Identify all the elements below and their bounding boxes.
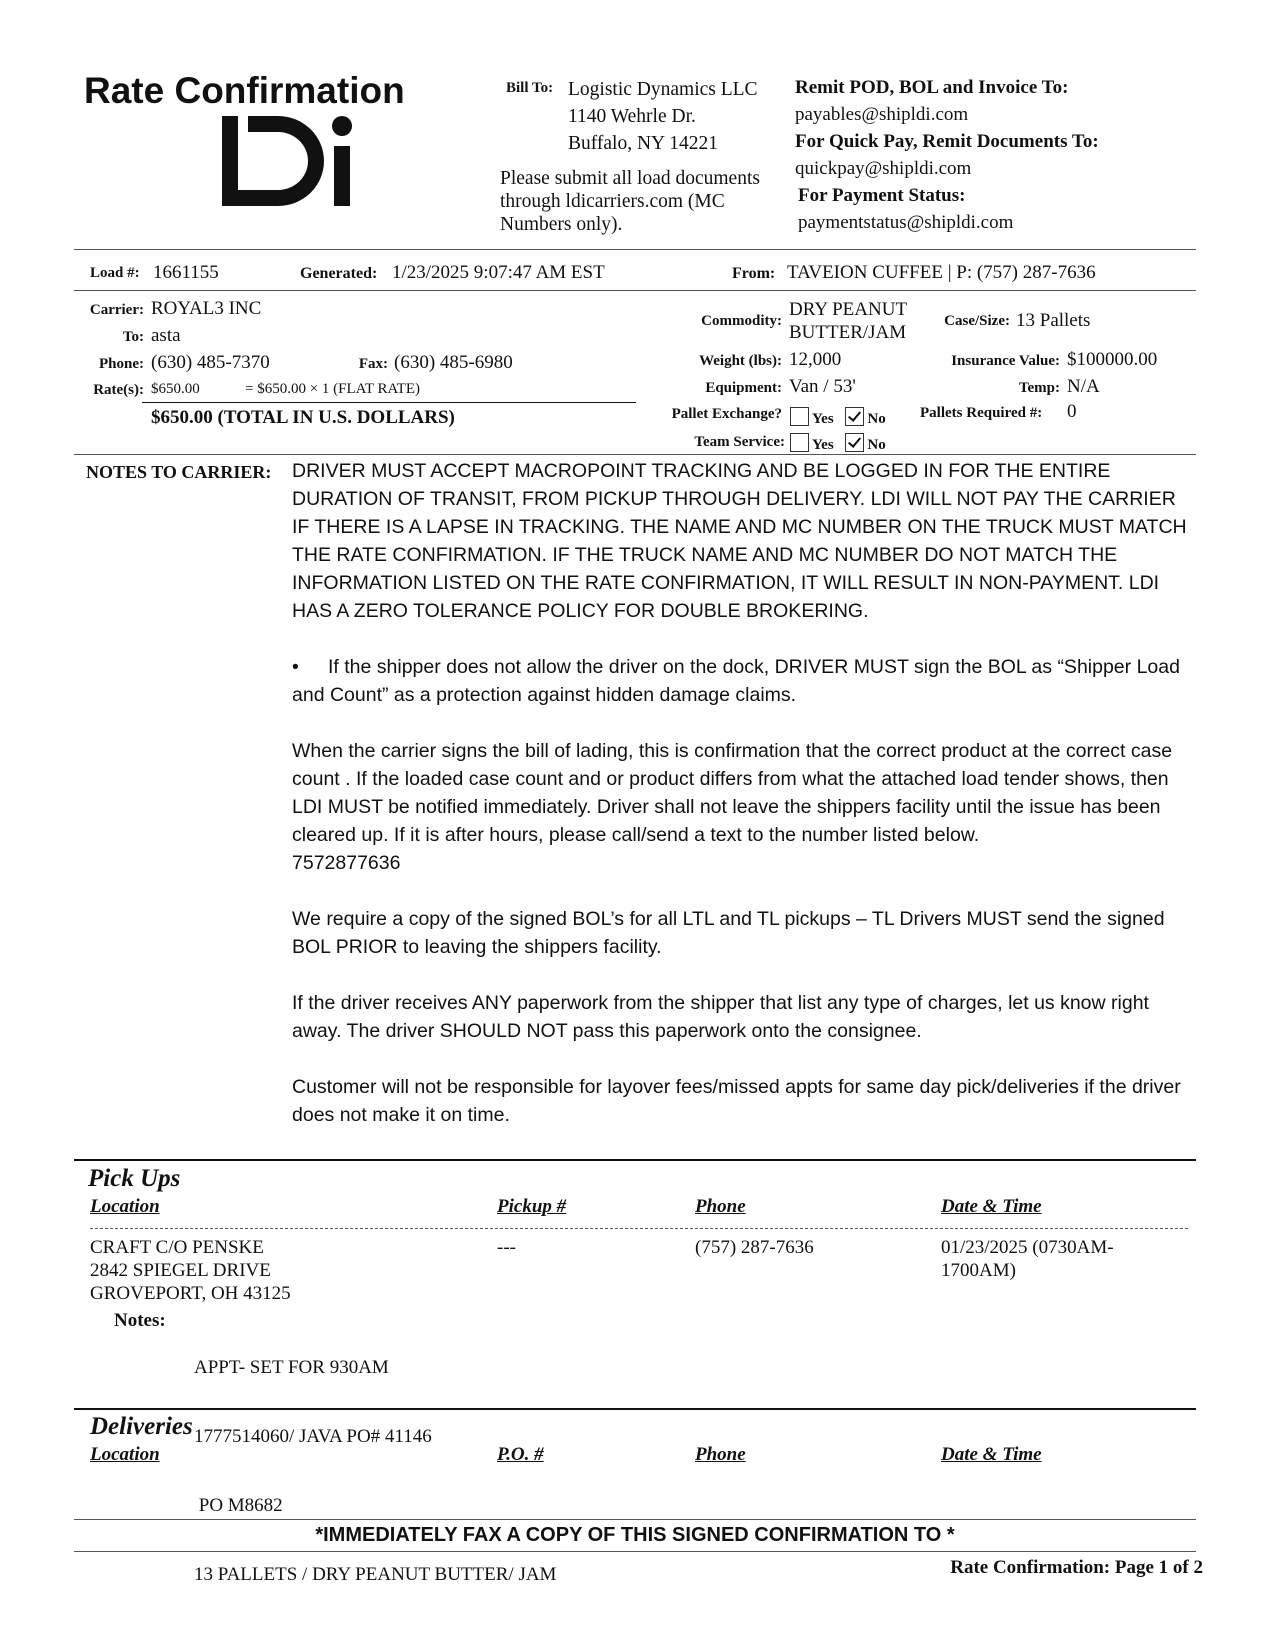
notes-paragraph: When the carrier signs the bill of lading, this is confirmation that the correct product at the correct case count . If the loaded case count and or product differs from what the attached load tender shows, then LDI MUST be notified immediately. Driver shall not leave the shippers facility until the issue has been cleared up. If it is after hours, please call/send a text to the number listed below. [292,740,1173,846]
notes-paragraph: Customer will not be responsible for layover fees/missed appts for same day pick/deliveries if the driver does not make it on time. [292,1076,1181,1126]
weight-value: 12,000 [789,349,842,370]
pickup-datetime: 01/23/2025 (0730AM- 1700AM) [941,1237,1114,1281]
dashed-divider [90,1228,1188,1229]
pickups-col-datetime: Date & Time [941,1196,1042,1217]
rate-value: $650.00 [151,381,200,397]
notes-label: NOTES TO CARRIER: [86,462,272,482]
temp-label: Temp: [1018,380,1060,396]
remit-email[interactable]: payables@shipldi.com [795,104,969,125]
pallets-required-value: 0 [1067,401,1077,422]
pallet-exchange-options [790,407,894,428]
to-value: asta [151,325,181,346]
yes-label: Yes [812,437,834,453]
pickup-phone: (757) 287-7636 [695,1237,814,1258]
rate-underline [142,402,636,403]
pallets-required-label: Pallets Required #: [920,405,1043,421]
carrier-phone: (630) 485-7370 [151,352,270,373]
divider [74,290,1196,291]
submit-note: Please submit all load documents through ldicarriers.com (MC Numbers only). [500,168,760,235]
pallet-exchange-no-checkbox[interactable] [845,407,864,426]
pickups-col-pickup: Pickup # [497,1196,567,1217]
pickup-notes-label: Notes: [114,1310,166,1331]
pickup-location: CRAFT C/O PENSKE 2842 SPIEGEL DRIVE GROVEPORT, OH 43125 [90,1237,291,1304]
case-size-label: Case/Size: [944,313,1010,329]
insurance-value: $100000.00 [1067,349,1158,370]
commodity-label: Commodity: [701,313,782,329]
ldi-logo [220,112,360,210]
pickup-number: --- [497,1237,516,1258]
pallet-exchange-yes-checkbox[interactable] [790,407,809,426]
team-service-no-checkbox[interactable] [845,433,864,452]
yes-label: Yes [812,411,834,427]
rates-label: Rate(s): [93,382,144,398]
team-service-label: Team Service: [694,434,785,450]
carrier-name: ROYAL3 INC [151,298,262,319]
divider [74,1551,1196,1552]
insurance-label: Insurance Value: [951,353,1060,369]
to-label: To: [122,329,144,345]
carrier-fax: (630) 485-6980 [394,352,513,373]
deliveries-col-datetime: Date & Time [941,1444,1042,1465]
deliveries-title: Deliveries [90,1413,193,1440]
equipment-label: Equipment: [705,380,782,396]
quickpay-email[interactable]: quickpay@shipldi.com [795,158,972,179]
page-number: Rate Confirmation: Page 1 of 2 [950,1557,1203,1578]
notes-bullet-item: • If the shipper does not allow the driver on the dock, DRIVER MUST sign the BOL as “Shipper Load and Count” as a protection against hidden damage claims. [292,656,1180,706]
no-label: No [867,411,886,427]
deliveries-col-location: Location [90,1444,160,1465]
divider [74,1159,1196,1161]
phone-label: Phone: [99,356,144,372]
bill-to-label: Bill To: [506,80,554,96]
generated-label: Generated: [300,265,378,282]
divider [74,454,1196,455]
notes-phone: 7572877636 [292,852,401,874]
pallet-exchange-label: Pallet Exchange? [671,406,782,422]
notes-paragraph: We require a copy of the signed BOL’s for all LTL and TL pickups – TL Drivers MUST send the signed BOL PRIOR to leaving the shippers facility. [292,908,1165,958]
load-label: Load #: [90,265,140,281]
page-title: Rate Confirmation [84,70,405,111]
divider [74,249,1196,250]
from-label: From: [732,265,776,282]
fax-label: Fax: [358,356,388,372]
pickups-col-phone: Phone [695,1196,746,1217]
weight-label: Weight (lbs): [699,353,782,369]
payment-status-label: For Payment Status: [798,185,966,206]
payment-status-email[interactable]: paymentstatus@shipldi.com [798,212,1014,233]
deliveries-col-po: P.O. # [497,1444,544,1465]
quickpay-label: For Quick Pay, Remit Documents To: [795,131,1099,152]
notes-paragraph: DRIVER MUST ACCEPT MACROPOINT TRACKING AND BE LOGGED IN FOR THE ENTIRE DURATION OF TRANSIT, FROM PICKUP THROUGH DELIVERY. LDI WILL NOT PAY THE CARRIER IF THERE IS A LAPSE IN TRACKING. THE NAME AND MC NUMBER ON THE TRUCK MUST MATCH THE RATE CONFIRMATION. IF THE TRUCK NAME AND MC NUMBER DO NOT MATCH THE INFORMATION LISTED ON THE RATE CONFIRMATION, IT WILL RESULT IN NON-PAYMENT. LDI HAS A ZERO TOLERANCE POLICY FOR DOUBLE BROKERING. [292,460,1187,622]
team-service-yes-checkbox[interactable] [790,433,809,452]
temp-value: N/A [1067,376,1100,397]
deliveries-col-phone: Phone [695,1444,746,1465]
total-amount: $650.00 (TOTAL IN U.S. DOLLARS) [151,407,455,428]
generated-value: 1/23/2025 9:07:47 AM EST [392,262,605,283]
load-number: 1661155 [153,262,219,283]
pickups-col-location: Location [90,1196,160,1217]
fax-notice: *IMMEDIATELY FAX A COPY OF THIS SIGNED CONFIRMATION TO * [315,1524,955,1546]
case-size-value: 13 Pallets [1016,310,1091,331]
commodity-value: DRY PEANUT BUTTER/JAM [789,299,908,343]
divider [74,1519,1196,1520]
from-value: TAVEION CUFFEE | P: (757) 287-7636 [787,262,1096,283]
equipment-value: Van / 53' [789,376,856,397]
notes-to-carrier [292,457,1197,1129]
carrier-label: Carrier: [89,302,144,318]
pickups-title: Pick Ups [88,1165,181,1192]
pickup-notes: APPT- SET FOR 930AM 1777514060/ JAVA PO# 41146 PO M8682 13 PALLETS / DRY PEANUT BUTTER/ JAM [194,1357,557,1585]
rate-calc: = $650.00 × 1 (FLAT RATE) [245,381,420,397]
bill-to-address: Logistic Dynamics LLC 1140 Wehrle Dr. Buffalo, NY 14221 [568,79,758,154]
team-service-options [790,433,894,454]
divider [74,1408,1196,1410]
no-label: No [867,437,886,453]
remit-label: Remit POD, BOL and Invoice To: [795,77,1069,98]
notes-paragraph: If the driver receives ANY paperwork from the shipper that list any type of charges, let us know right away. The driver SHOULD NOT pass this paperwork onto the consignee. [292,992,1149,1042]
